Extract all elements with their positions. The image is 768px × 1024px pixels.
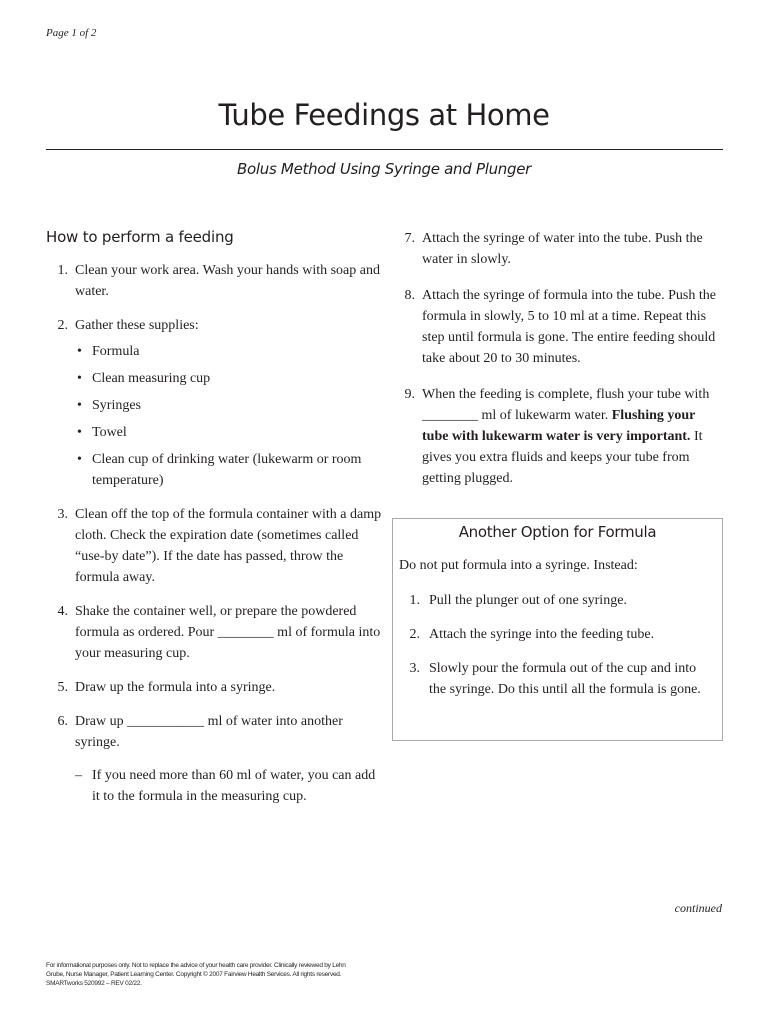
box-heading: Another Option for Formula: [458, 523, 657, 541]
step-number: 1.: [409, 593, 420, 608]
box-intro: Do not put formula into a syringe. Instead:: [399, 558, 638, 573]
step-text: Clean your work area. Wash your hands with soap and water.: [75, 263, 380, 299]
supply-item: • Formula: [75, 341, 386, 362]
section-heading: How to perform a feeding: [46, 228, 234, 246]
step-emphasis: Flushing your tube with lukewarm water is very important.: [422, 408, 696, 444]
step-number: 1.: [57, 263, 68, 278]
step-5: [46, 677, 386, 698]
step-number: 6.: [57, 714, 68, 729]
sub-note: – If you need more than 60 ml of water, you can add it to the formula in the measuring cup.: [75, 765, 386, 807]
document-title: Tube Feedings at Home: [218, 98, 550, 132]
step-2: [46, 315, 386, 491]
option-step-1: [403, 590, 703, 611]
step-number: 2.: [409, 627, 420, 642]
option-steps-list: [403, 590, 703, 700]
another-option-box: [392, 518, 723, 741]
title-divider: [46, 149, 723, 150]
feeding-steps-list-continued: [400, 228, 724, 489]
step-number: 7.: [404, 231, 415, 246]
footer-disclaimer: For informational purposes only. Not to replace the advice of your health care provider. Clinically reviewed by Lehn Grube, Nurse Manager, Patient Learning Center. Copyright © 2007 Fairview Health Services. All rights reserved. SMARTworks 520992 – REV 02/22.: [46, 962, 346, 987]
feeding-steps-list: [46, 260, 386, 807]
step-text: Slowly pour the formula out of the cup and into the syringe. Do this until all the formula is gone.: [429, 661, 701, 697]
step-number: 3.: [57, 507, 68, 522]
step-number: 8.: [404, 288, 415, 303]
step-number: 9.: [404, 387, 415, 402]
supply-item: • Syringes: [75, 395, 386, 416]
step-9: [400, 384, 724, 489]
step-text: Draw up the formula into a syringe.: [75, 680, 276, 695]
step-number: 3.: [409, 661, 420, 676]
step-text: When the feeding is complete, flush your tube with ________ ml of lukewarm water.: [422, 387, 710, 423]
supply-item: • Clean measuring cup: [75, 368, 386, 389]
page-indicator: Page 1 of 2: [46, 27, 97, 39]
step-text: Shake the container well, or prepare the powdered formula as ordered. Pour ________ ml of formula into your measuring cup.: [75, 604, 381, 661]
step-1: [46, 260, 386, 302]
step-text: Clean off the top of the formula container with a damp cloth. Check the expiration date (sometimes called “use-by date”). If the date has passed, throw the formula away.: [75, 507, 382, 585]
step-number: 2.: [57, 318, 68, 333]
step-6: [46, 711, 386, 807]
step-text: Pull the plunger out of one syringe.: [429, 593, 627, 608]
step-8: [400, 285, 724, 369]
step-text: Draw up ___________ ml of water into another syringe.: [75, 714, 343, 750]
step-6-note: [75, 765, 386, 807]
left-column: [46, 228, 386, 820]
option-step-3: [403, 658, 703, 700]
step-4: [46, 601, 386, 664]
step-number: 4.: [57, 604, 68, 619]
supplies-list: [75, 341, 386, 491]
supply-item: • Clean cup of drinking water (lukewarm or room temperature): [75, 449, 386, 491]
option-step-2: [403, 624, 703, 645]
step-text-after: It gives you extra fluids and keeps your tube from getting plugged.: [422, 429, 703, 486]
supply-item: • Towel: [75, 422, 386, 443]
continued-label: continued: [674, 901, 722, 915]
step-text: Gather these supplies:: [75, 318, 199, 333]
step-number: 5.: [57, 680, 68, 695]
step-text: Attach the syringe into the feeding tube.: [429, 627, 655, 642]
step-3: [46, 504, 386, 588]
document-subtitle: Bolus Method Using Syringe and Plunger: [237, 160, 531, 178]
step-text: Attach the syringe of water into the tube. Push the water in slowly.: [422, 231, 703, 267]
step-text: Attach the syringe of formula into the tube. Push the formula in slowly, 5 to 10 ml at a time. Repeat this step until formula is gone. The entire feeding should take about 20 to 30 minutes.: [422, 288, 716, 366]
right-column: [400, 228, 724, 504]
step-7: [400, 228, 724, 270]
